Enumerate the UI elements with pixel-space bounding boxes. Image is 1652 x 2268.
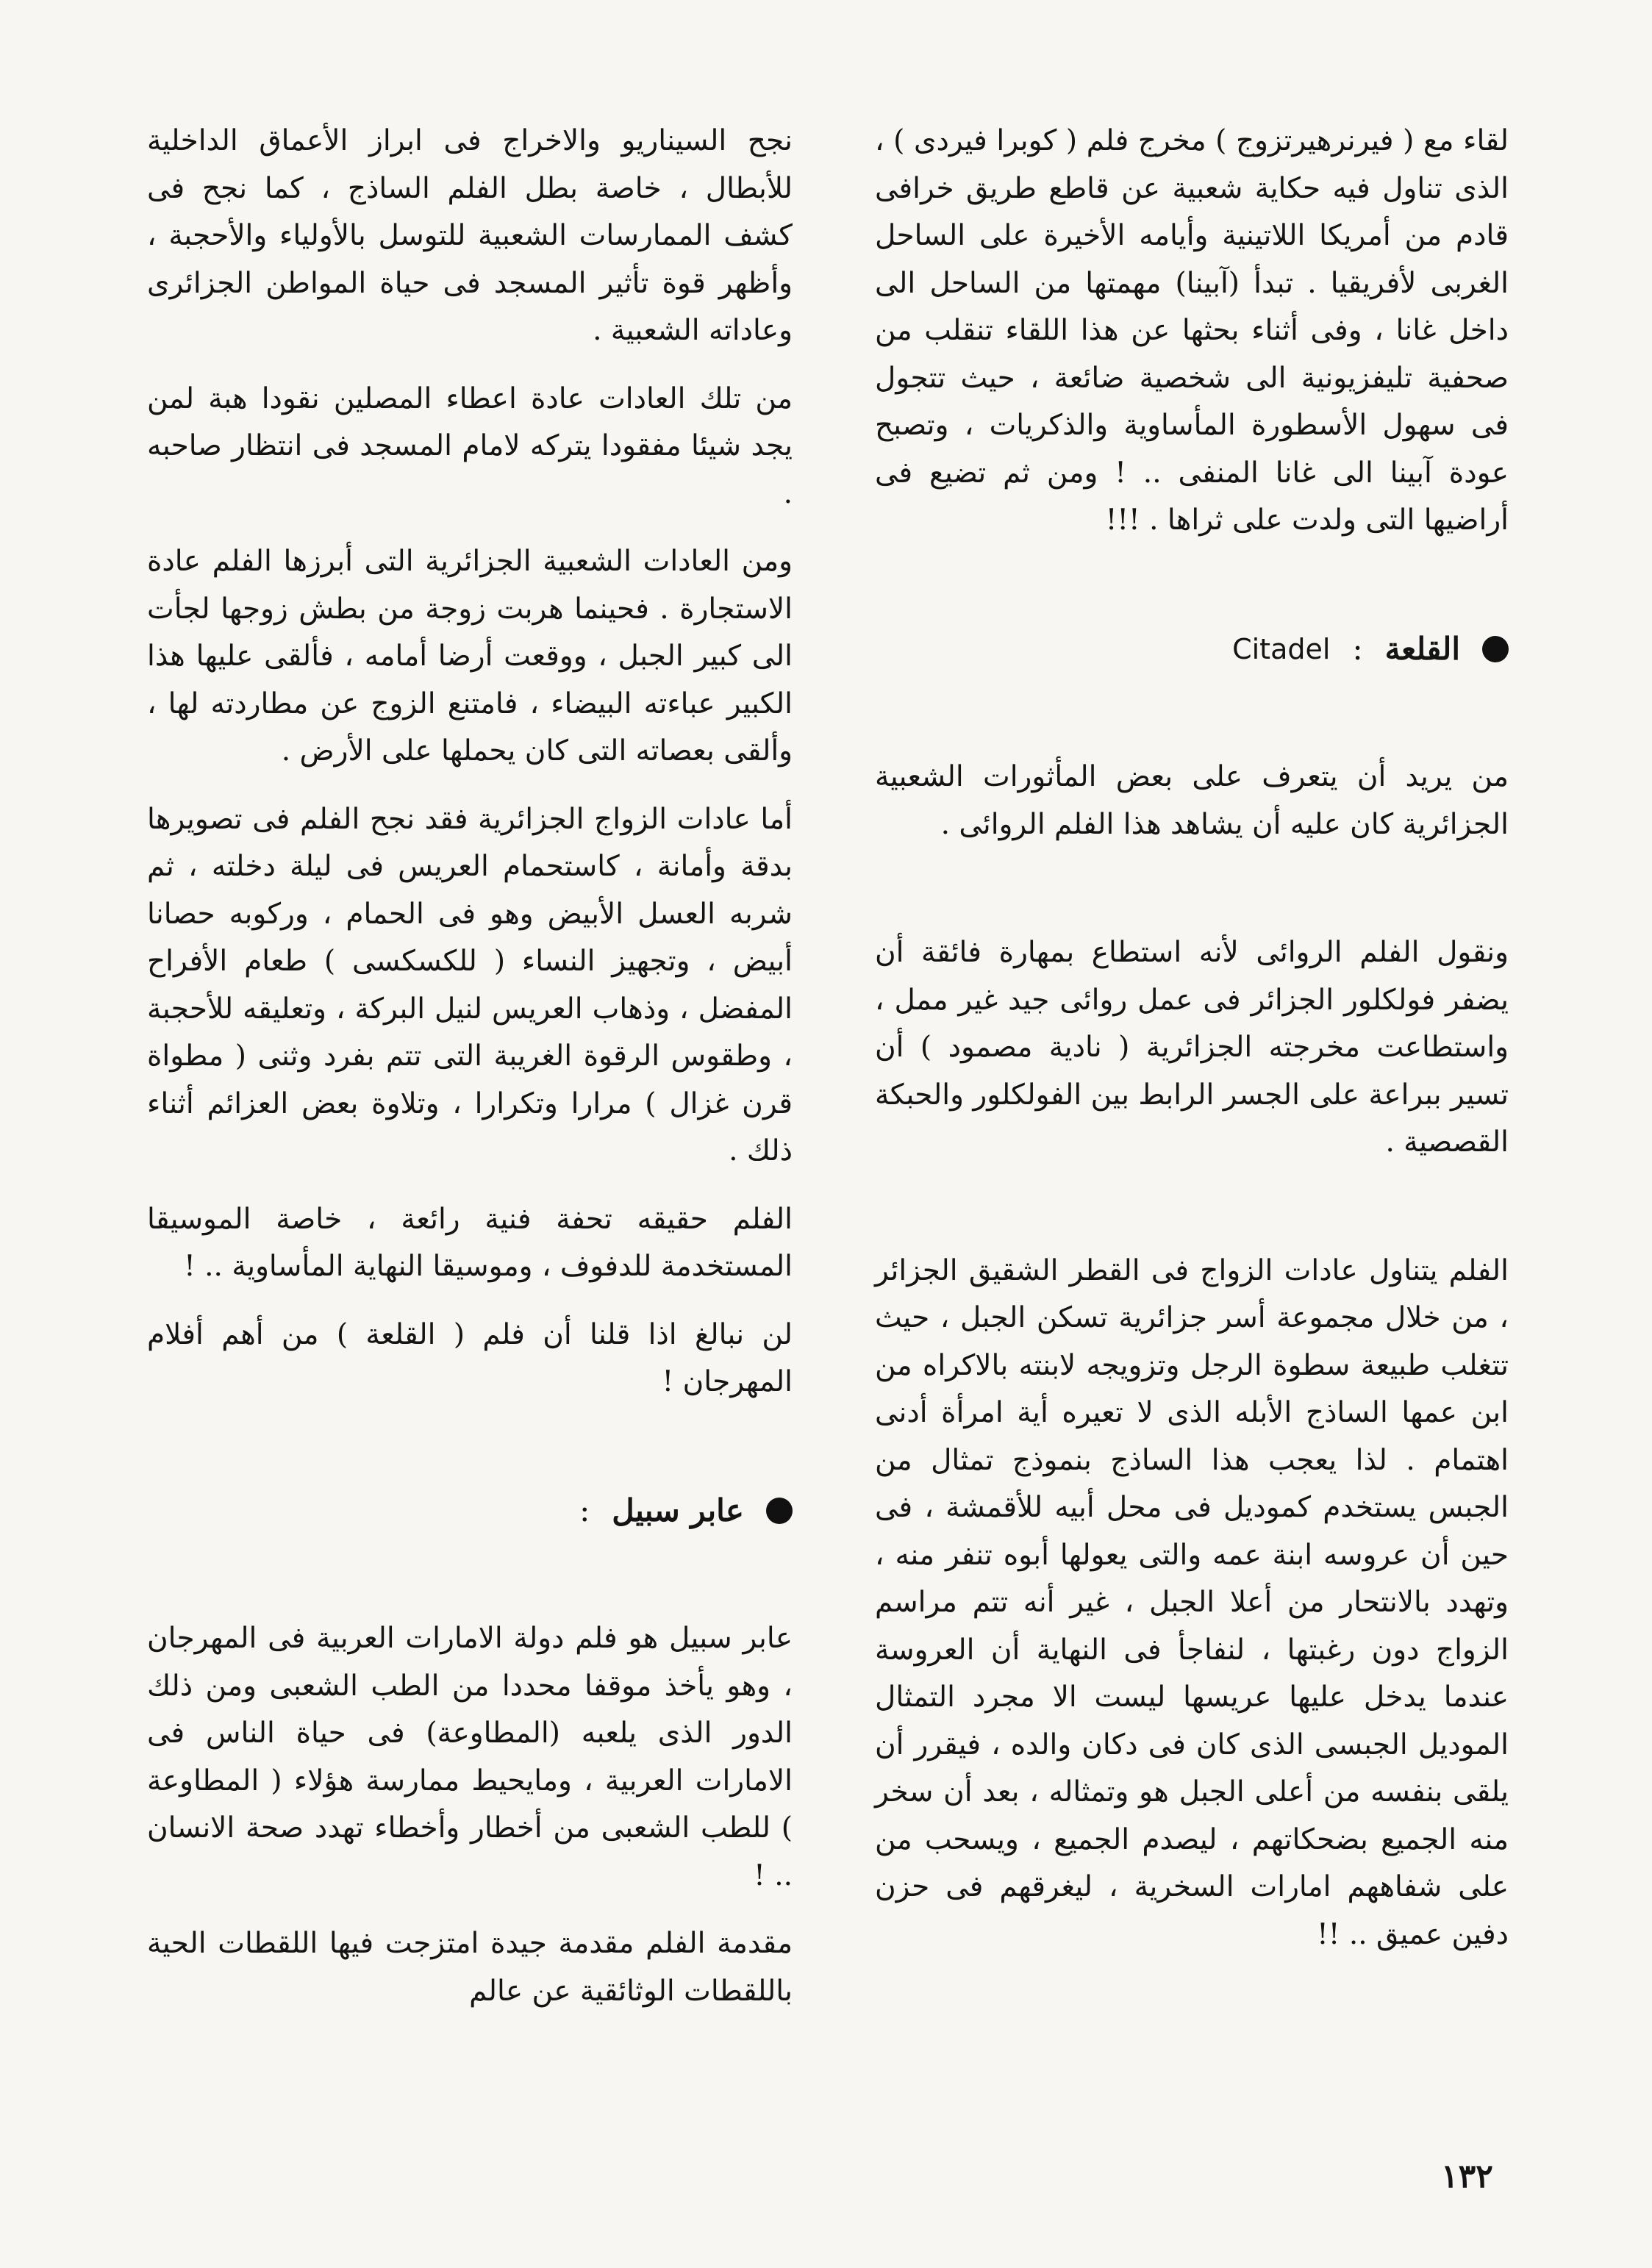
page-number: ١٣٢ (1441, 2158, 1493, 2195)
heading-separator: : (1352, 630, 1363, 667)
heading-arabic: عابر سبيل (612, 1492, 744, 1528)
paragraph: لن نبالغ اذا قلنا أن فلم ( القلعة ) من أهم أفلام المهرجان ! (147, 1317, 793, 1398)
section-heading-citadel (875, 626, 1509, 673)
paragraph: الفلم يتناول عادات الزواج فى القطر الشقيق الجزائر ، من خلال مجموعة أسر جزائرية تسكن الجبل ، حيث تتغلب طبيعة سطوة الرجل وتزويجه لابنته بالاكراه من ابن عمها الساذج الأبله الذى لا تعيره أية امرأة أدنى اهتمام . لذا يعجب هذا الساذج بنموذج تمثال من الجبس يستخدم كموديل فى محل أبيه للأقمشة ، فى حين أن عروسه ابنة عمه والتى يعولها أبوه تنفر منه ، وتهدد بالانتحار من أعلا الجبل ، غير أنه تتم مراسم الزواج دون رغبتها ، لنفاجأ فى النهاية أن العروسة عندما يدخل عليها عريسها ليست الا مجرد التمثال الموديل الجبسى الذى كان فى دكان والده ، فيقرر أن يلقى بنفسه من أعلى الجبل هو وتمثاله ، بعد أن سخر منه الجميع بضحكاتهم ، ليصدم الجميع ، ويسحب من على شفاههم امارات السخرية ، ليغرقهم فى حزن دفين عميق .. !! (875, 1253, 1509, 1951)
paragraph: من تلك العادات عادة اعطاء المصلين نقودا هبة لمن يجد شيئا مفقودا يتركه لامام المسجد فى انتظار صاحبه . (147, 382, 793, 510)
heading-latin: Citadel (1232, 632, 1331, 665)
paragraph: عابر سبيل هو فلم دولة الامارات العربية فى المهرجان ، وهو يأخذ موقفا محددا من الطب الشعبى ومن ذلك الدور الذى يلعبه (المطاوعة) فى حياة الناس فى الامارات العربية ، ومايحيط ممارسة هؤلاء ( المطاوعة ) للطب الشعبى من أخطار وأخطاء تهدد صحة الانسان .. ! (147, 1622, 793, 1892)
bullet-icon (1482, 636, 1509, 662)
heading-arabic: القلعة (1384, 630, 1460, 667)
paragraph: لقاء مع ( فيرنرهيرتزوج ) مخرج فلم ( كوبرا فيردى ) ، الذى تناول فيه حكاية شعبية عن قاطع طريق خرافى قادم من أمريكا اللاتينية وأيامه الأخيرة على الساحل الغربى لأفريقيا . تبدأ (آبينا) مهمتها من الساحل الى داخل غانا ، وفى أثناء بحثها عن هذا اللقاء تنقلب من صحفية تليفزيونية الى شخصية ضائعة ، حيث تتجول فى سهول الأسطورة المأساوية والذكريات ، وتصبح عودة آبينا الى غانا المنفى .. ! ومن ثم تضيع فى أراضيها التى ولدت على ثراها . !!! (875, 124, 1509, 537)
paragraph: مقدمة الفلم مقدمة جيدة امتزجت فيها اللقطات الحية باللقطات الوثائقية عن عالم (147, 1927, 793, 2008)
paragraph: نجح السيناريو والاخراج فى ابراز الأعماق الداخلية للأبطال ، خاصة بطل الفلم الساذج ، كما نجح فى كشف الممارسات الشعبية للتوسل بالأولياء والأحجبة ، وأظهر قوة تأثير المسجد فى حياة المواطن الجزائرى وعاداته الشعبية . (147, 124, 793, 347)
left-column (147, 118, 793, 2036)
paragraph: من يريد أن يتعرف على بعض المأثورات الشعبية الجزائرية كان عليه أن يشاهد هذا الفلم الروائى . (875, 760, 1509, 841)
paragraph: ومن العادات الشعبية الجزائرية التى أبرزها الفلم عادة الاستجارة . فحينما هربت زوجة من بطش زوجها لجأت الى كبير الجبل ، ووقعت أرضا أمامه ، فألقى عليها هذا الكبير عباءته البيضاء ، فامتنع الزوج عن مطاردته لها ، وألقى بعصاته التى كان يحملها على الأرض . (147, 545, 793, 768)
right-column (875, 118, 1509, 1979)
section-heading-passerby (147, 1487, 793, 1535)
paragraph: الفلم حقيقه تحفة فنية رائعة ، خاصة الموسيقا المستخدمة للدفوف ، وموسيقا النهاية المأساوية .. ! (147, 1202, 793, 1283)
bullet-icon (766, 1498, 793, 1524)
heading-separator: : (579, 1492, 590, 1528)
paragraph: أما عادات الزواج الجزائرية فقد نجح الفلم فى تصويرها بدقة وأمانة ، كاستحمام العريس فى ليلة دخلته ، ثم شربه العسل الأبيض وهو فى الحمام ، وركوبه حصانا أبيض ، وتجهيز النساء ( للكسكسى ) طعام الأفراح المفضل ، وذهاب العريس لنيل البركة ، وتعليقه للأحجبة ، وطقوس الرقوة الغريبة التى تتم بفرد وثنى ( مطواة قرن غزال ) مرارا وتكرارا ، وتلاوة بعض العزائم أثناء ذلك . (147, 802, 793, 1167)
paragraph: ونقول الفلم الروائى لأنه استطاع بمهارة فائقة أن يضفر فولكلور الجزائر فى عمل روائى جيد غير ممل ، واستطاعت مخرجته الجزائرية ( نادية مصمود ) أن تسير ببراعة على الجسر الرابط بين الفولكلور والحبكة القصصية . (875, 936, 1509, 1159)
